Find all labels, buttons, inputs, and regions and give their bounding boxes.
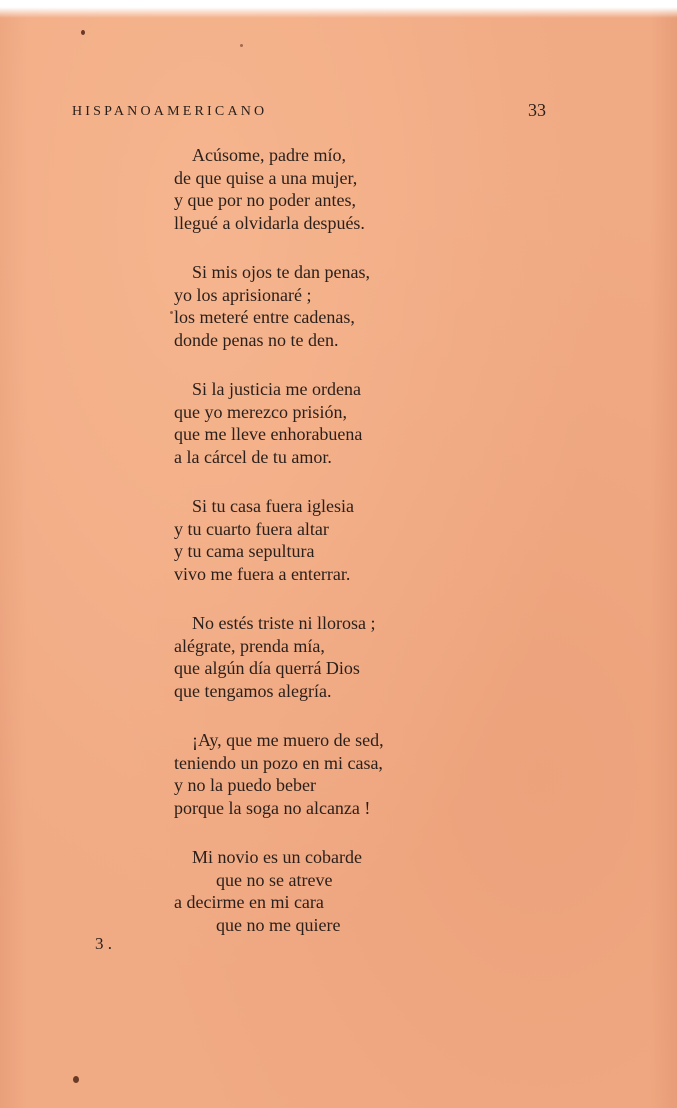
verse-line: que yo merezco prisión, (174, 401, 347, 422)
verse-line: Si la justicia me ordena (192, 379, 361, 399)
verse-line: alégrate, prenda mía, (174, 635, 325, 656)
stanza-3 (174, 378, 494, 468)
verse-line: a decirme en mi cara (174, 892, 324, 912)
verse-line: llegué a olvidarla después. (174, 212, 365, 233)
verse-line: que no se atreve (216, 869, 333, 890)
ink-speck (240, 44, 243, 47)
stanza-7 (174, 846, 494, 936)
verse-line: los meteré entre cadenas, (174, 307, 355, 327)
verse-line: y tu cama sepultura (174, 541, 315, 561)
stanza-2 (174, 261, 494, 351)
verse-line: de que quise a una mujer, (174, 167, 358, 188)
verse-line: y que por no poder antes, (174, 190, 356, 210)
verse-line: porque la soga no alcanza ! (174, 797, 371, 818)
stanza-1 (174, 144, 494, 234)
stanza-5 (174, 612, 494, 702)
verse-line: Si tu casa fuera iglesia (192, 496, 354, 516)
verse-line: que me lleve enhorabuena (174, 424, 363, 444)
verse-line: y no la puedo beber (174, 775, 316, 795)
poem-body (174, 144, 494, 963)
verse-line: ¡Ay, que me muero de sed, (192, 730, 384, 750)
verse-line: Mi novio es un cobarde (192, 847, 362, 867)
signature-mark: 3 . (95, 934, 112, 953)
verse-line: Acúsome, padre mío, (192, 145, 346, 165)
stanza-6 (174, 729, 494, 819)
verse-line: No estés triste ni llorosa ; (192, 613, 376, 633)
stanza-4 (174, 495, 494, 585)
verse-line: vivo me fuera a enterrar. (174, 563, 351, 584)
verse-line: donde penas no te den. (174, 329, 339, 350)
running-title: HISPANOAMERICANO (72, 104, 268, 119)
verse-line: teniendo un pozo en mi casa, (174, 752, 383, 773)
ink-speck (73, 1076, 79, 1083)
ink-speck (170, 311, 173, 314)
verse-line: y tu cuarto fuera altar (174, 518, 329, 539)
verse-line: que no me quiere (216, 914, 341, 935)
verse-line: yo los aprisionaré ; (174, 284, 312, 305)
page-top-edge (0, 0, 677, 18)
verse-line: a la cárcel de tu amor. (174, 446, 332, 467)
ink-speck (81, 30, 85, 35)
verse-line: que tengamos alegría. (174, 680, 332, 701)
verse-line: que algún día querrá Dios (174, 658, 360, 678)
page-number: 33 (528, 100, 546, 120)
verse-line: Si mis ojos te dan penas, (192, 262, 370, 282)
